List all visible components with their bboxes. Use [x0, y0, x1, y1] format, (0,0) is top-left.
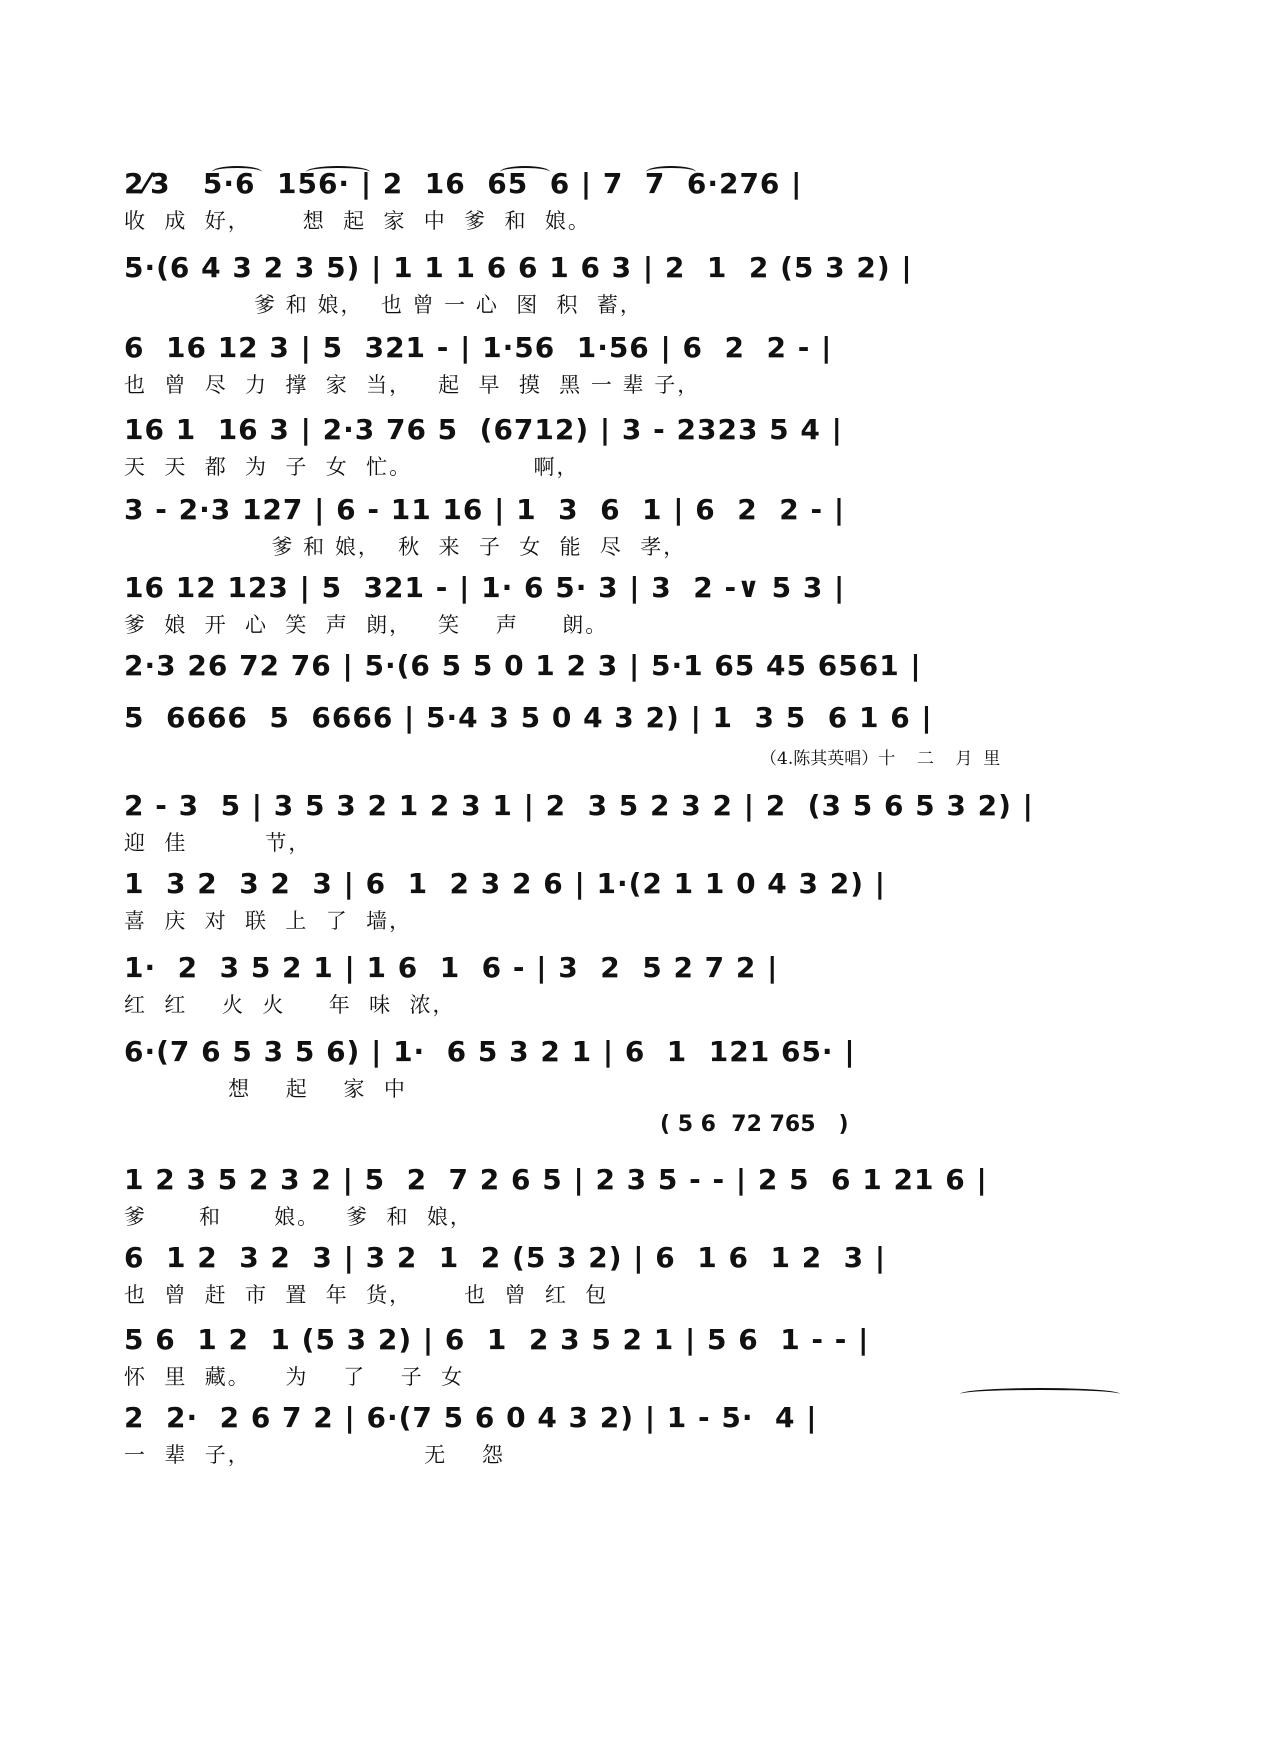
- note-line: 6·(7 6 5 3 5 6) | 1· 6 5 3 2 1 | 6 1 121 65· |: [124, 1035, 856, 1068]
- note-line: 5 6 1 2 1 (5 3 2) | 6 1 2 3 5 2 1 | 5 6 1 - - |: [124, 1323, 870, 1356]
- slur: [306, 166, 370, 178]
- lyric-line: 迎 佳 节，: [124, 831, 312, 855]
- slur: [960, 1388, 1120, 1400]
- note-line: 2 - 3 5 | 3 5 3 2 1 2 3 1 | 2 3 5 2 3 2 | 2 (3 5 6 5 3 2) |: [124, 789, 1034, 822]
- lyric-line: 怀 里 藏。 为 了 子 女: [124, 1365, 465, 1389]
- slur: [500, 166, 550, 178]
- singer-annotation: （4.陈其英唱）十 二 月 里: [760, 749, 1001, 769]
- bracketed-notes: ( 5 6 72 765 ): [660, 1112, 849, 1137]
- note-line: 1· 2 3 5 2 1 | 1 6 1 6 - | 3 2 5 2 7 2 |: [124, 951, 779, 984]
- lyric-line: 爹 娘 开 心 笑 声 朗， 笑 声 朗。: [124, 613, 609, 637]
- lyric-line: 也 曾 尽 力 撑 家 当， 起 早 摸 黑 一 辈 子，: [124, 373, 701, 397]
- system-16: [124, 1398, 1154, 1468]
- lyric-line: 想 起 家 中: [124, 1077, 407, 1101]
- note-line: 16 12 123 | 5 321 - | 1· 6 5· 3 | 3 2 -∨ 5 3 |: [124, 571, 846, 604]
- note-line: 6 16 12 3 | 5 321 - | 1·56 1·56 | 6 2 2 - |: [124, 331, 833, 364]
- system-1: [124, 164, 1154, 234]
- note-line: 5·(6 4 3 2 3 5) | 1 1 1 6 6 1 6 3 | 2 1 2 (5 3 2) |: [124, 251, 913, 284]
- system-6: [124, 568, 1154, 638]
- lyric-line: 收 成 好， 想 起 家 中 爹 和 娘。: [124, 209, 591, 233]
- slur: [212, 166, 262, 178]
- system-11: [124, 948, 1154, 1018]
- lyric-line: 也 曾 赶 市 置 年 货， 也 曾 红 包: [124, 1283, 609, 1307]
- system-14: [124, 1238, 1154, 1308]
- note-line: 2⁄3 5·6 156· | 2 16 65 6 | 7 7 6·276 |: [124, 167, 803, 200]
- system-10: [124, 864, 1154, 934]
- note-line: 1 3 2 3 2 3 | 6 1 2 3 2 6 | 1·(2 1 1 0 4 3 2) |: [124, 867, 887, 900]
- system-9: [124, 786, 1154, 856]
- system-12: [124, 1032, 1154, 1102]
- note-line: 2·3 26 72 76 | 5·(6 5 5 0 1 2 3 | 5·1 65 45 6561 |: [124, 649, 922, 682]
- system-4: [124, 410, 1154, 480]
- lyric-line: 喜 庆 对 联 上 了 墙，: [124, 909, 413, 933]
- lyric-line: 红 红 火 火 年 味 浓，: [124, 993, 456, 1017]
- slur: [646, 166, 696, 178]
- note-line: 1 2 3 5 2 3 2 | 5 2 7 2 6 5 | 2 3 5 - - | 2 5 6 1 21 6 |: [124, 1163, 988, 1196]
- system-13: [124, 1160, 1154, 1230]
- system-3: [124, 328, 1154, 398]
- lyric-line: 天 天 都 为 子 女 忙。 啊，: [124, 455, 580, 479]
- note-line: 3 - 2·3 127 | 6 - 11 16 | 1 3 6 1 | 6 2 2 - |: [124, 493, 846, 526]
- lyric-line: 爹 和 娘， 也 曾 一 心 图 积 蓄，: [124, 293, 643, 317]
- note-line: 6 1 2 3 2 3 | 3 2 1 2 (5 3 2) | 6 1 6 1 2 3 |: [124, 1241, 887, 1274]
- system-15: [124, 1320, 1154, 1390]
- lyric-line: 一 辈 子， 无 怨: [124, 1443, 505, 1467]
- note-line: 2 2· 2 6 7 2 | 6·(7 5 6 0 4 3 2) | 1 - 5· 4 |: [124, 1401, 818, 1434]
- system-5: [124, 490, 1154, 560]
- note-line: 5 6666 5 6666 | 5·4 3 5 0 4 3 2) | 1 3 5 6 1 6 |: [124, 701, 933, 734]
- note-line: 16 1 16 3 | 2·3 76 5 (6712) | 3 - 2323 5 4 |: [124, 413, 843, 446]
- lyric-line: 爹 和 娘， 秋 来 子 女 能 尽 孝，: [124, 535, 687, 559]
- lyric-line: 爹 和 娘。 爹 和 娘，: [124, 1205, 473, 1229]
- system-2: [124, 248, 1154, 318]
